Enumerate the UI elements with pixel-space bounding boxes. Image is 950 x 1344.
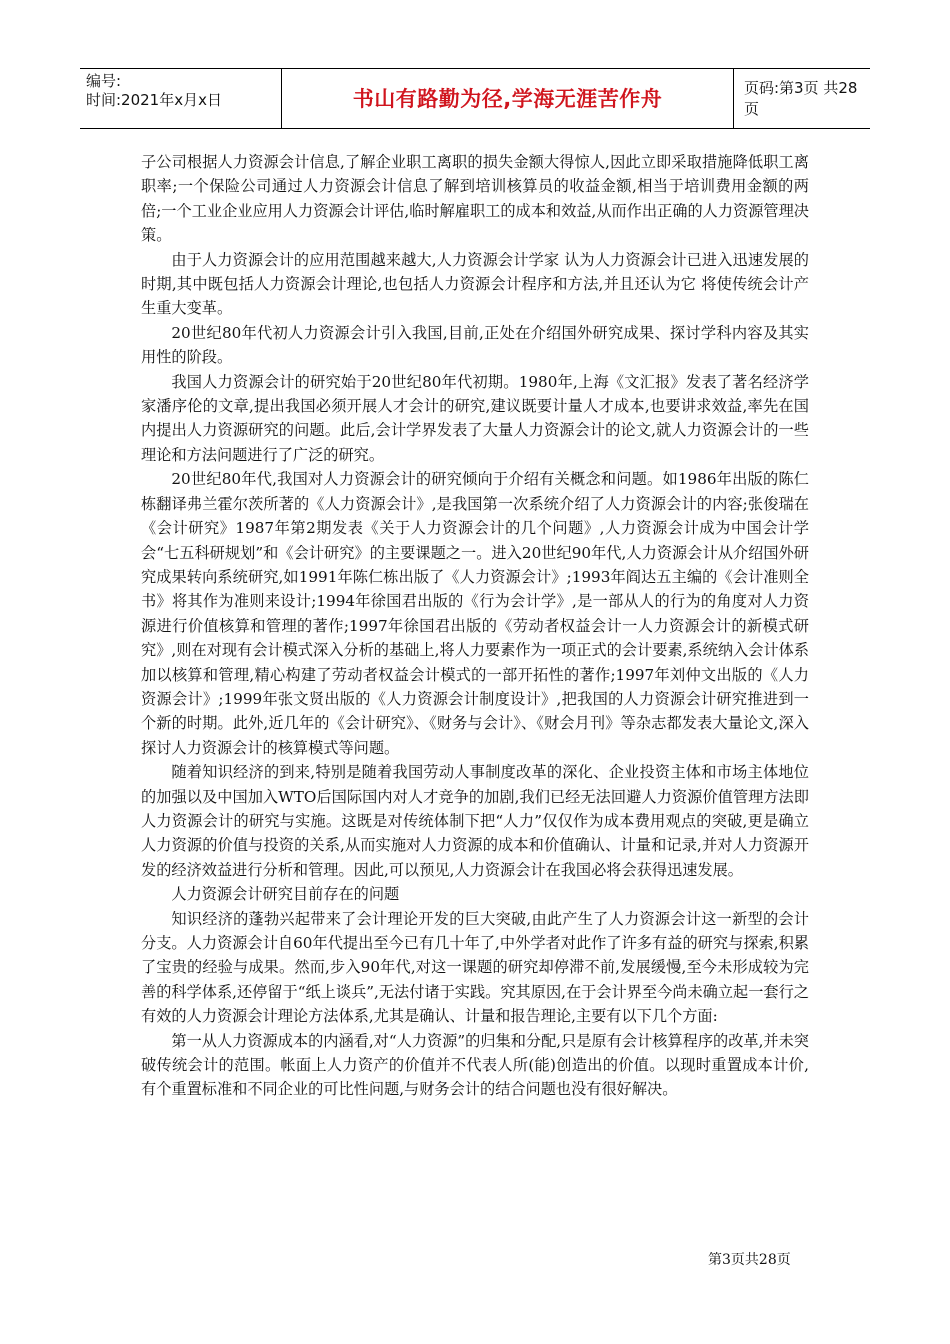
body-paragraph: 20世纪80年代,我国对人力资源会计的研究倾向于介绍有关概念和问题。如1986年出版的陈仁栋翻译弗兰霍尔茨所著的《人力资源会计》,是我国第一次系统介绍了人力资源会计的内容;张俊瑞在《会计研究》1987年第2期发表《关于人力资源会计的几个问题》,人力资源会计成为中国会计学会“七五科研规划”和《会计研究》的主要课题之一。进入20世纪90年代,人力资源会计从介绍国外研究成果转向系统研究,如1991年陈仁栋出版了《人力资源会计》;1993年阎达五主编的《会计准则全书》将其作为准则来设计;1994年徐国君出版的《行为会计学》,是一部从人的行为的角度对人力资源进行价值核算和管理的著作;1997年徐国君出版的《劳动者权益会计一人力资源会计的新模式研究》,则在对现有会计模式深入分析的基础上,将人力要素作为一项正式的会计要素,系统纳入会计体系加以核算和管理,精心构建了劳动者权益会计模式的一部开拓性的著作;1997年刘仲文出版的《人力资源会计》;1999年张文贤出版的《人力资源会计制度设计》,把我国的人力资源会计研究推进到一个新的时期。此外,近几年的《会计研究》、《财务与会计》、《财会月刊》等杂志都发表大量论文,深入探讨人力资源会计的核算模式等问题。 (141, 470, 809, 757)
body-paragraph: 由于人力资源会计的应用范围越来越大,人力资源会计学家 认为人力资源会计已进入迅速发展的时期,其中既包括人力资源会计理论,也包括人力资源会计程序和方法,并且还认为它 将使传统会计产生重大变革。 (141, 250, 809, 318)
header-page-code: 页码:第3页 共28页 (744, 79, 858, 118)
document-date-label: 时间:2021年x月x日 (86, 91, 222, 109)
document-body (141, 150, 809, 1102)
body-paragraph: 我国人力资源会计的研究始于20世纪80年代初期。1980年,上海《文汇报》发表了著名经济学家潘序伦的文章,提出我国必须开展人才会计的研究,建议既要计量人才成本,也要讲求效益,率先在国内提出人力资源研究的问题。此后,会计学界发表了大量人力资源会计的论文,就人力资源会计的一些理论和方法问题进行了广泛的研究。 (141, 372, 809, 464)
section-heading: 人力资源会计研究目前存在的问题 (171, 885, 400, 904)
header-motto: 书山有路勤为径,学海无涯苦作舟 (352, 87, 663, 111)
body-paragraph: 第一从人力资源成本的内涵看,对“人力资源”的归集和分配,只是原有会计核算程序的改革,并未突破传统会计的范围。帐面上人力资产的价值并不代表人所(能)创造出的价值。以现时重置成本计价,有个重置标准和不同企业的可比性问题,与财务会计的结合问题也没有很好解决。 (141, 1031, 809, 1099)
body-paragraph: 随着知识经济的到来,特别是随着我国劳动人事制度改革的深化、企业投资主体和市场主体地位的加强以及中国加入WTO后国际国内对人才竞争的加剧,我们已经无法回避人力资源价值管理方法即人力资源会计的研究与实施。这既是对传统体制下把“人力”仅仅作为成本费用观点的突破,更是确立人力资源的价值与投资的关系,从而实施对人力资源的成本和价值确认、计量和记录,并对人力资源开发的经济效益进行分析和管理。因此,可以预见,人力资源会计在我国必将会获得迅速发展。 (141, 763, 809, 879)
page-header (80, 68, 870, 129)
header-motto-cell (282, 68, 734, 128)
body-paragraph: 20世纪80年代初人力资源会计引入我国,目前,正处在介绍国外研究成果、探讨学科内容及其实用性的阶段。 (141, 323, 809, 367)
header-meta-cell (80, 68, 282, 128)
header-bottom-rule (80, 128, 870, 129)
header-page-cell (734, 68, 870, 128)
body-paragraph: 知识经济的蓬勃兴起带来了会计理论开发的巨大突破,由此产生了人力资源会计这一新型的会计分支。人力资源会计自60年代提出至今已有几十年了,中外学者对此作了许多有益的研究与探索,积累了宝贵的经验与成果。然而,步入90年代,对这一课题的研究却停滞不前,发展缓慢,至今未形成较为完善的科学体系,还停留于“纸上谈兵”,无法付诸于实践。究其原因,在于会计界至今尚未确立起一套行之有效的人力资源会计理论方法体系,尤其是确认、计量和报告理论,主要有以下几个方面: (141, 909, 809, 1026)
body-paragraph: 子公司根据人力资源会计信息,了解企业职工离职的损失金额大得惊人,因此立即采取措施降低职工离职率;一个保险公司通过人力资源会计信息了解到培训核算员的收益金额,相当于培训费用金额的两倍;一个工业企业应用人力资源会计评估,临时解雇职工的成本和效益,从而作出正确的人力资源管理决策。 (141, 153, 809, 245)
document-number-label: 编号: (86, 72, 122, 90)
page-footer-indicator: 第3页共28页 (708, 1252, 791, 1268)
